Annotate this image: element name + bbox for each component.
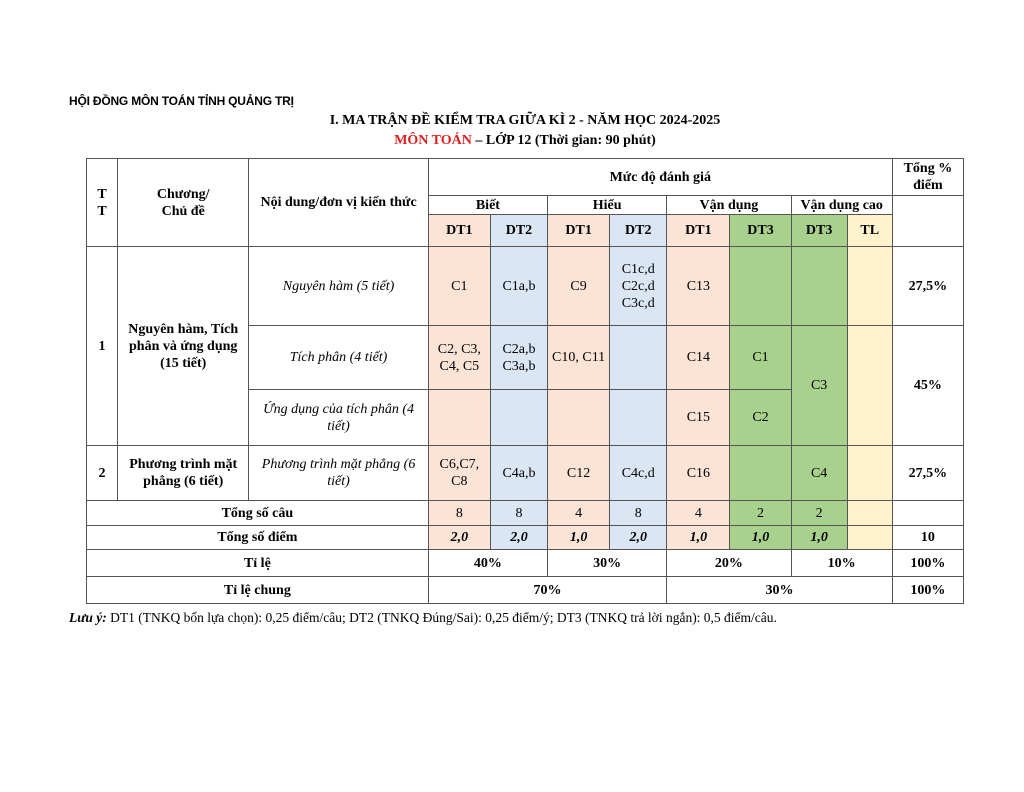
- chapter-name: Phương trình mặt phẳng (6 tiết): [118, 446, 249, 501]
- type-header: DT3: [730, 215, 791, 247]
- van-dung-cao-header: Vận dụng cao: [791, 196, 892, 215]
- table-cell: C1c,d C2c,d C3c,d: [610, 247, 667, 326]
- percent-cell: 45%: [892, 326, 963, 446]
- table-row: [87, 446, 964, 501]
- ratio-van-dung-cao: 10%: [791, 550, 892, 577]
- ratio-hieu: 30%: [548, 550, 667, 577]
- table-cell: C2, C3, C4, C5: [428, 326, 490, 390]
- topic-name: Nguyên hàm (5 tiết): [249, 247, 428, 326]
- table-cell: C4: [791, 446, 847, 501]
- subject-name: MÔN TOÁN: [394, 133, 472, 148]
- total-points-label: Tổng số điểm: [87, 526, 429, 550]
- total-points-cell: [847, 526, 892, 550]
- total-questions-cell: 2: [791, 501, 847, 526]
- level-header: Mức độ đánh giá: [428, 159, 892, 196]
- table-cell: C16: [667, 446, 730, 501]
- total-points-cell: 1,0: [791, 526, 847, 550]
- merged-vdc-cell: C3: [791, 326, 847, 446]
- total-points-cell: 1,0: [667, 526, 730, 550]
- table-cell: C2a,b C3a,b: [490, 326, 547, 390]
- row-number: 1: [87, 247, 118, 446]
- topic-name: Tích phân (4 tiết): [249, 326, 428, 390]
- percent-cell: 27,5%: [892, 247, 963, 326]
- ratio-van-dung: 20%: [667, 550, 791, 577]
- table-cell: C4a,b: [490, 446, 547, 501]
- ratio-general-total: 100%: [892, 577, 963, 604]
- table-cell: C14: [667, 326, 730, 390]
- table-cell: C15: [667, 390, 730, 446]
- table-cell: [791, 247, 847, 326]
- table-cell: [428, 390, 490, 446]
- table-cell: C2: [730, 390, 791, 446]
- table-cell: C9: [548, 247, 610, 326]
- total-questions-cell: 8: [490, 501, 547, 526]
- total-questions-cell: 4: [667, 501, 730, 526]
- topic-name: Phương trình mặt phẳng (6 tiết): [249, 446, 428, 501]
- table-cell: C10, C11: [548, 326, 610, 390]
- type-header: DT1: [667, 215, 730, 247]
- table-cell: [490, 390, 547, 446]
- ratio-row: [87, 550, 964, 577]
- ratio-general-label: Tỉ lệ chung: [87, 577, 429, 604]
- table-cell: [730, 247, 791, 326]
- type-header: TL: [847, 215, 892, 247]
- chapter-name: Nguyên hàm, Tích phân và ứng dụng (15 tiết): [118, 247, 249, 446]
- total-points-cell: 2,0: [490, 526, 547, 550]
- total-points-cell: 2,0: [428, 526, 490, 550]
- table-cell: C13: [667, 247, 730, 326]
- table-cell: C1a,b: [490, 247, 547, 326]
- table-cell: C1: [428, 247, 490, 326]
- ratio-label: Tỉ lệ: [87, 550, 429, 577]
- total-questions-row: [87, 501, 964, 526]
- total-questions-cell: 8: [428, 501, 490, 526]
- footnote-label: Lưu ý:: [69, 610, 107, 625]
- hieu-header: Hiểu: [548, 196, 667, 215]
- footnote: [69, 610, 777, 626]
- ratio-total: 100%: [892, 550, 963, 577]
- ratio-biet: 40%: [428, 550, 547, 577]
- footnote-text: DT1 (TNKQ bốn lựa chọn): 0,25 điểm/câu; DT2 (TNKQ Đúng/Sai): 0,25 điểm/ý; DT3 (TNKQ trả lời ngắn): 0,5 điểm/câu.: [106, 610, 777, 625]
- header-row-1: [87, 159, 964, 196]
- total-percent-header: Tổng % điểm: [892, 159, 963, 196]
- table-cell: [610, 390, 667, 446]
- topic-name: Ứng dụng của tích phân (4 tiết): [249, 390, 428, 446]
- total-questions-cell: 8: [610, 501, 667, 526]
- table-cell: C12: [548, 446, 610, 501]
- table-cell: [847, 247, 892, 326]
- assessment-matrix-table: [86, 158, 964, 604]
- type-header: DT1: [428, 215, 490, 247]
- table-cell: C1: [730, 326, 791, 390]
- type-header: DT2: [490, 215, 547, 247]
- total-questions-cell: 4: [548, 501, 610, 526]
- table-cell: [847, 446, 892, 501]
- subject-details: – LỚP 12 (Thời gian: 90 phút): [471, 133, 656, 148]
- ratio-general-right: 30%: [667, 577, 892, 604]
- total-percent-blank: [892, 196, 963, 247]
- total-points-cell: 2,0: [610, 526, 667, 550]
- total-points-cell: 1,0: [730, 526, 791, 550]
- type-header: DT3: [791, 215, 847, 247]
- tl-blank-cell: [847, 326, 892, 446]
- type-header: DT2: [610, 215, 667, 247]
- ratio-general-row: [87, 577, 964, 604]
- ratio-general-left: 70%: [428, 577, 667, 604]
- document-subtitle: [0, 133, 1024, 149]
- total-points-cell: 1,0: [548, 526, 610, 550]
- content-header: Nội dung/đơn vị kiến thức: [249, 159, 428, 247]
- table-cell: [548, 390, 610, 446]
- biet-header: Biết: [428, 196, 547, 215]
- row-number: 2: [87, 446, 118, 501]
- percent-cell: 27,5%: [892, 446, 963, 501]
- table-row: [87, 247, 964, 326]
- total-questions-sum: [892, 501, 963, 526]
- document-title: I. MA TRẬN ĐỀ KIỂM TRA GIỮA KÌ 2 - NĂM HỌC 2024-2025: [329, 113, 721, 128]
- table-cell: [730, 446, 791, 501]
- total-questions-cell: 2: [730, 501, 791, 526]
- total-points-row: [87, 526, 964, 550]
- table-cell: [610, 326, 667, 390]
- total-points-sum: 10: [892, 526, 963, 550]
- organization-name: HỘI ĐỒNG MÔN TOÁN TỈNH QUẢNG TRỊ: [69, 94, 294, 108]
- table-cell: C6,C7, C8: [428, 446, 490, 501]
- chapter-header: Chương/ Chủ đề: [118, 159, 249, 247]
- total-questions-label: Tổng số câu: [87, 501, 429, 526]
- total-questions-cell: [847, 501, 892, 526]
- table-cell: C4c,d: [610, 446, 667, 501]
- tt-header: T T: [87, 159, 118, 247]
- type-header: DT1: [548, 215, 610, 247]
- van-dung-header: Vận dụng: [667, 196, 791, 215]
